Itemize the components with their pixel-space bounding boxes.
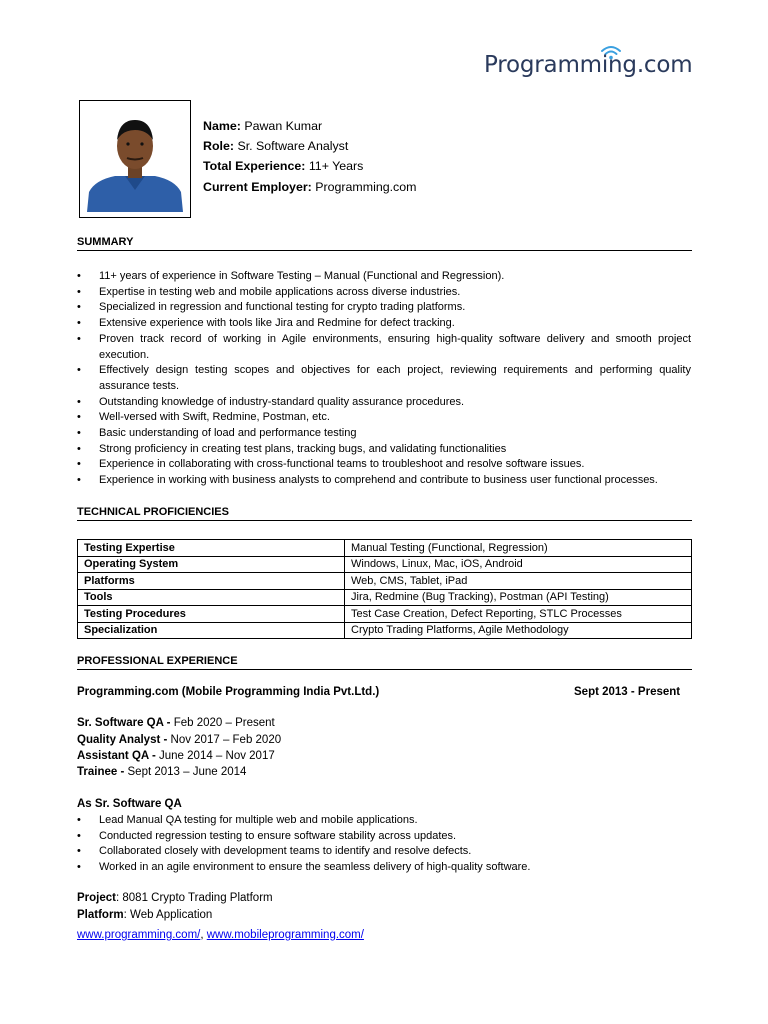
table-value: Crypto Trading Platforms, Agile Methodology [345, 622, 692, 639]
table-value: Windows, Linux, Mac, iOS, Android [345, 556, 692, 573]
programming-link[interactable]: www.programming.com/ [77, 929, 201, 941]
list-item: • Expertise in testing web and mobile applications across diverse industries. [77, 285, 691, 301]
experience-row [203, 156, 416, 176]
list-item: • Well-versed with Swift, Redmine, Postman, etc. [77, 410, 691, 426]
employer-row [203, 177, 416, 197]
as-role-heading: As Sr. Software QA [77, 798, 182, 810]
role-title: Assistant QA - [77, 750, 160, 762]
table-row [78, 606, 692, 623]
tech-table [77, 539, 692, 639]
role-line [77, 717, 275, 729]
table-value: Manual Testing (Functional, Regression) [345, 540, 692, 557]
summary-list [77, 269, 691, 489]
tech-heading: TECHNICAL PROFICIENCIES [77, 506, 692, 521]
table-value: Web, CMS, Tablet, iPad [345, 573, 692, 590]
list-item: • Strong proficiency in creating test plans, tracking bugs, and validating functionalities [77, 442, 691, 458]
profile-photo [79, 100, 191, 218]
list-item: • Experience in working with business analysts to comprehend and contribute to business user functional processes. [77, 473, 691, 489]
role-value: Sr. Software Analyst [237, 139, 349, 154]
table-value: Jira, Redmine (Bug Tracking), Postman (API Testing) [345, 589, 692, 606]
company-period: Sept 2013 - Present [574, 686, 681, 698]
list-item: • 11+ years of experience in Software Testing – Manual (Functional and Regression). [77, 269, 691, 285]
profile-info [203, 116, 416, 197]
experience-heading: PROFESSIONAL EXPERIENCE [77, 655, 692, 670]
platform-label: Platform [77, 909, 124, 921]
role-dates: June 2014 – Nov 2017 [159, 750, 275, 762]
employer-label: Current Employer: [203, 179, 312, 194]
list-item: • Lead Manual QA testing for multiple web and mobile applications. [77, 813, 691, 829]
role-title: Sr. Software QA - [77, 717, 174, 729]
table-key: Specialization [78, 622, 345, 639]
name-value: Pawan Kumar [244, 119, 323, 133]
name-label: Name: [203, 119, 241, 133]
table-key: Testing Expertise [78, 540, 345, 557]
table-row [78, 622, 692, 639]
table-key: Tools [78, 589, 345, 606]
platform-value: : Web Application [123, 909, 213, 921]
list-item: • Experience in collaborating with cross-functional teams to troubleshoot and resolve software issues. [77, 457, 691, 473]
role-line [77, 734, 281, 746]
role-row [203, 136, 416, 156]
duties-list [77, 813, 691, 876]
table-row [78, 556, 692, 573]
platform-line [77, 909, 212, 921]
table-row [78, 573, 692, 590]
role-dates: Sept 2013 – June 2014 [127, 766, 247, 778]
company-name: Programming.com (Mobile Programming India Pvt.Ltd.) [77, 686, 380, 698]
role-dates: Feb 2020 – Present [173, 717, 275, 729]
list-item: • Conducted regression testing to ensure software stability across updates. [77, 829, 691, 845]
table-row [78, 540, 692, 557]
role-title: Quality Analyst - [77, 734, 171, 746]
table-key: Platforms [78, 573, 345, 590]
list-item: • Extensive experience with tools like Jira and Redmine for defect tracking. [77, 316, 691, 332]
summary-heading: SUMMARY [77, 236, 692, 251]
project-value: : 8081 Crypto Trading Platform [116, 892, 273, 904]
list-item: • Worked in an agile environment to ensure the seamless delivery of high-quality software. [77, 860, 691, 876]
employer-value: Programming.com [315, 179, 417, 194]
project-label: Project [77, 892, 116, 904]
list-item: • Specialized in regression and functional testing for crypto trading platforms. [77, 300, 691, 316]
table-row [78, 589, 692, 606]
list-item: • Effectively design testing scopes and objectives for each project, reviewing requirements and performing quality assurance tests. [77, 363, 691, 394]
role-line [77, 766, 246, 778]
table-key: Operating System [78, 556, 345, 573]
role-title: Trainee - [77, 766, 128, 778]
role-line [77, 750, 275, 762]
table-value: Test Case Creation, Defect Reporting, STLC Processes [345, 606, 692, 623]
mobileprogramming-link[interactable]: www.mobileprogramming.com/ [206, 929, 364, 941]
name-row [203, 116, 416, 136]
role-dates: Nov 2017 – Feb 2020 [170, 734, 282, 746]
list-item: • Proven track record of working in Agile environments, ensuring high-quality software delivery and smooth project execution. [77, 332, 691, 363]
list-item: • Basic understanding of load and performance testing [77, 426, 691, 442]
company-logo: Programming.com [484, 52, 693, 78]
table-key: Testing Procedures [78, 606, 345, 623]
links-line [77, 929, 364, 941]
list-item: • Collaborated closely with development teams to identify and resolve defects. [77, 844, 691, 860]
experience-value: 11+ Years [308, 159, 364, 174]
experience-label: Total Experience: [203, 159, 306, 174]
list-item: • Outstanding knowledge of industry-standard quality assurance procedures. [77, 395, 691, 411]
link-separator: , [200, 929, 207, 941]
project-line [77, 892, 273, 904]
role-label: Role: [203, 139, 234, 154]
